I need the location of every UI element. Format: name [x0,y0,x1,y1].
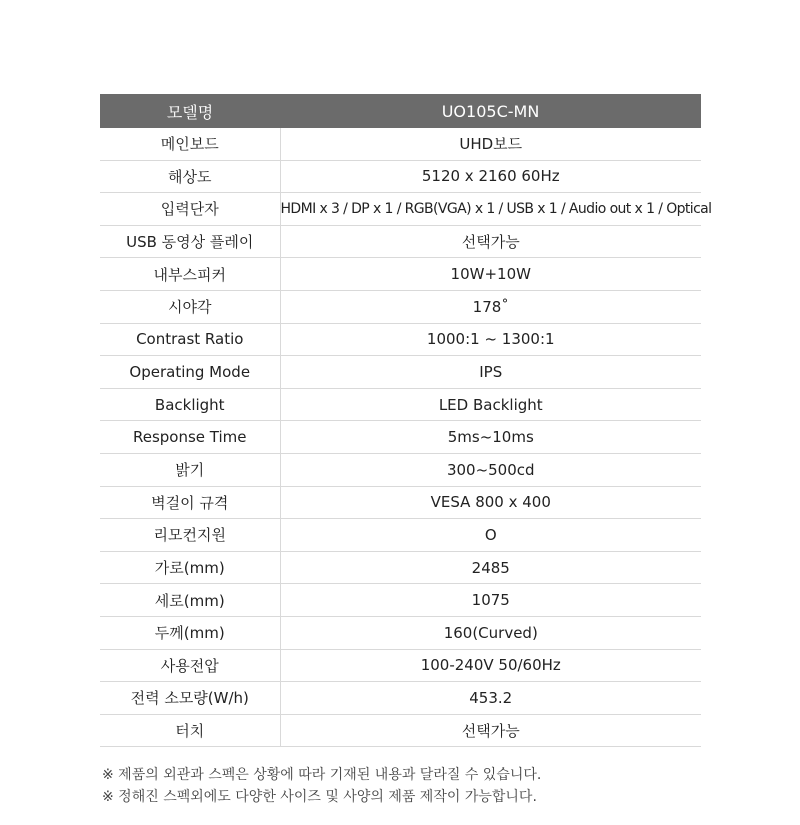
spec-label: 두께(mm) [100,616,280,649]
table-row [100,551,701,584]
spec-value: 178˚ [280,290,701,323]
note-line: ※ 제품의 외관과 스펙은 상황에 따라 기재된 내용과 달라질 수 있습니다. [102,767,542,783]
spec-label: USB 동영상 플레이 [100,225,280,258]
note-line: ※ 정해진 스펙외에도 다양한 사이즈 및 사양의 제품 제작이 가능합니다. [102,789,537,805]
spec-label: 벽걸이 규격 [100,486,280,519]
spec-value: VESA 800 x 400 [280,486,701,519]
table-row [100,714,701,747]
spec-value: 160(Curved) [280,616,701,649]
table-row [100,584,701,617]
spec-label: 사용전압 [100,649,280,682]
spec-table-body [100,128,712,747]
spec-label: 터치 [100,714,280,747]
table-row [100,356,701,389]
spec-label: 해상도 [100,160,280,193]
spec-label: 밝기 [100,453,280,486]
spec-label: Operating Mode [100,356,280,389]
table-row [100,290,701,323]
table-row [100,388,701,421]
spec-value: 300~500cd [280,453,701,486]
spec-label: 전력 소모량(W/h) [100,682,280,715]
spec-value: IPS [280,356,701,389]
header-value: UO105C-MN [280,94,701,128]
spec-label: Backlight [100,388,280,421]
spec-label: Response Time [100,421,280,454]
table-row [100,616,701,649]
table-row [100,193,701,226]
spec-label: 가로(mm) [100,551,280,584]
spec-value: O [280,519,701,552]
spec-value: 453.2 [280,682,701,715]
table-row [100,519,701,552]
spec-value: UHD보드 [280,128,701,160]
spec-value: HDMI x 3 / DP x 1 / RGB(VGA) x 1 / USB x 1 / Audio out x 1 / Optical [280,193,701,226]
spec-table [100,94,712,747]
table-row [100,160,701,193]
table-row [100,128,701,160]
table-row [100,421,701,454]
spec-value: 5ms~10ms [280,421,701,454]
table-row [100,323,701,356]
spec-value: 2485 [280,551,701,584]
notes [102,764,541,808]
spec-value: 1075 [280,584,701,617]
spec-label: 리모컨지원 [100,519,280,552]
spec-label: 시야각 [100,290,280,323]
spec-value: 선택가능 [280,714,701,747]
spec-label: 메인보드 [100,128,280,160]
spec-value: 100-240V 50/60Hz [280,649,701,682]
table-row [100,682,701,715]
table-row [100,649,701,682]
spec-value: LED Backlight [280,388,701,421]
spec-value: 10W+10W [280,258,701,291]
spec-label: Contrast Ratio [100,323,280,356]
spec-value: 선택가능 [280,225,701,258]
spec-value: 1000:1 ~ 1300:1 [280,323,701,356]
spec-label: 내부스피커 [100,258,280,291]
spec-label: 입력단자 [100,193,280,226]
table-row [100,225,701,258]
table-header-row [100,94,701,128]
table-row [100,453,701,486]
header-label: 모델명 [100,94,280,128]
spec-label: 세로(mm) [100,584,280,617]
spec-value: 5120 x 2160 60Hz [280,160,701,193]
table-row [100,486,701,519]
table-row [100,258,701,291]
